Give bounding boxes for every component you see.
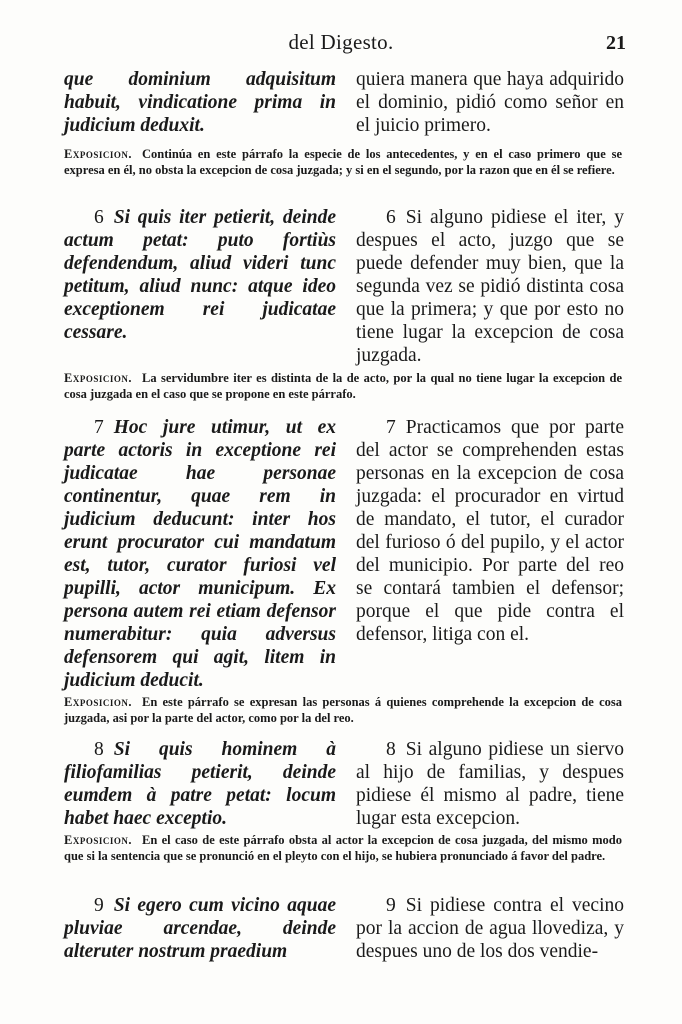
spanish-text: Si alguno pidiese un siervo al hijo de familias, y despues pidiese él mismo al padre, tiene lugar esta excepcion. bbox=[356, 739, 624, 829]
latin-column bbox=[64, 738, 336, 830]
paragraph-number: 6 bbox=[386, 207, 396, 228]
spanish-text: Si pidiese contra el vecino por la accion de agua llovediza, y despues uno de los dos vendie- bbox=[356, 895, 624, 962]
latin-text: Si quis hominem à filiofamilias petierit, deinde eumdem à patre petat: locum habet haec exceptio. bbox=[64, 739, 336, 829]
latin-column bbox=[64, 416, 336, 692]
latin-column bbox=[64, 894, 336, 963]
page-number: 21 bbox=[606, 32, 626, 54]
paragraph-7 bbox=[64, 416, 624, 692]
page-header bbox=[0, 30, 682, 60]
paragraph-number: 7 bbox=[386, 417, 396, 438]
running-title: del Digesto. bbox=[288, 30, 394, 54]
exposicion-label: Exposicion. bbox=[64, 371, 132, 385]
latin-text: Si egero cum vicino aquae pluviae arcendae, deinde alteruter nostrum praedium bbox=[64, 895, 336, 962]
spanish-text: quiera manera que haya adquirido el dominio, pidió como señor en el juicio primero. bbox=[356, 69, 624, 136]
exposicion-2 bbox=[64, 370, 622, 402]
latin-text: que dominium adquisitum habuit, vindicatione prima in judicium deduxit. bbox=[64, 69, 336, 136]
paragraph-number: 8 bbox=[94, 739, 104, 760]
spanish-column bbox=[356, 738, 624, 830]
exposicion-text: La servidumbre iter es distinta de la de acto, por la qual no tiene lugar la excepcion de cosa juzgada en el caso que se propone en este párrafo. bbox=[64, 371, 622, 401]
paragraph-number: 6 bbox=[94, 207, 104, 228]
paragraph-number: 9 bbox=[386, 895, 396, 916]
exposicion-4 bbox=[64, 832, 622, 864]
exposicion-label: Exposicion. bbox=[64, 147, 132, 161]
paragraph-6 bbox=[64, 206, 624, 367]
exposicion-label: Exposicion. bbox=[64, 833, 132, 847]
paragraph-number: 8 bbox=[386, 739, 396, 760]
spanish-text: Si alguno pidiese el iter, y despues el acto, juzgo que se puede defender muy bien, que la segunda vez se pidió distinta cosa que la primera; y que por esto no tiene lugar la excepcion de cosa juzgada. bbox=[356, 207, 624, 366]
paragraph-number: 7 bbox=[94, 417, 104, 438]
latin-column bbox=[64, 206, 336, 367]
exposicion-1 bbox=[64, 146, 622, 178]
spanish-column bbox=[356, 206, 624, 367]
paragraph-continuation bbox=[64, 68, 624, 137]
paragraph-number: 9 bbox=[94, 895, 104, 916]
latin-text: Si quis iter petierit, deinde actum petat: puto fortiùs defendendum, aliud videri tunc petitum, aliud nunc: atque ideo exceptionem rei judicatae cessare. bbox=[64, 207, 336, 343]
paragraph-9 bbox=[64, 894, 624, 963]
spanish-text: Practicamos que por parte del actor se comprehenden estas personas en la excepcion de cosa juzgada: el procurador en virtud de mandato, el tutor, el curador del furioso ó del pupilo, y el actor del municipio. Por parte del reo se contará tambien el defensor; porque el que pide contra el defensor, litiga con el. bbox=[356, 417, 624, 645]
spanish-column bbox=[356, 894, 624, 963]
spanish-column bbox=[356, 416, 624, 692]
exposicion-3 bbox=[64, 694, 622, 726]
exposicion-label: Exposicion. bbox=[64, 695, 132, 709]
latin-text: Hoc jure utimur, ut ex parte actoris in exceptione rei judicatae hae personae continentur, quae rem in judicium deducunt: inter hos erunt procurator cui mandatum est, tutor, curator furiosi vel pupilli, actor municipum. Ex persona autem rei etiam defensor numerabitur: quia adversus defensorem qui agit, litem in judicium deducit. bbox=[64, 417, 336, 691]
exposicion-text: En el caso de este párrafo obsta al actor la excepcion de cosa juzgada, del mismo modo que si la sentencia que se pronunció en el pleyto con el hijo, se hubiera pronunciado á favor del padre. bbox=[64, 833, 622, 863]
exposicion-text: En este párrafo se expresan las personas á quienes comprehende la excepcion de cosa juzgada, asi por la parte del actor, como por la del reo. bbox=[64, 695, 622, 725]
exposicion-text: Continúa en este párrafo la especie de los antecedentes, y en el caso primero que se expresa en él, no obsta la excepcion de cosa juzgada; y si en el segundo, por la razon que en él se refiere. bbox=[64, 147, 622, 177]
paragraph-8 bbox=[64, 738, 624, 830]
